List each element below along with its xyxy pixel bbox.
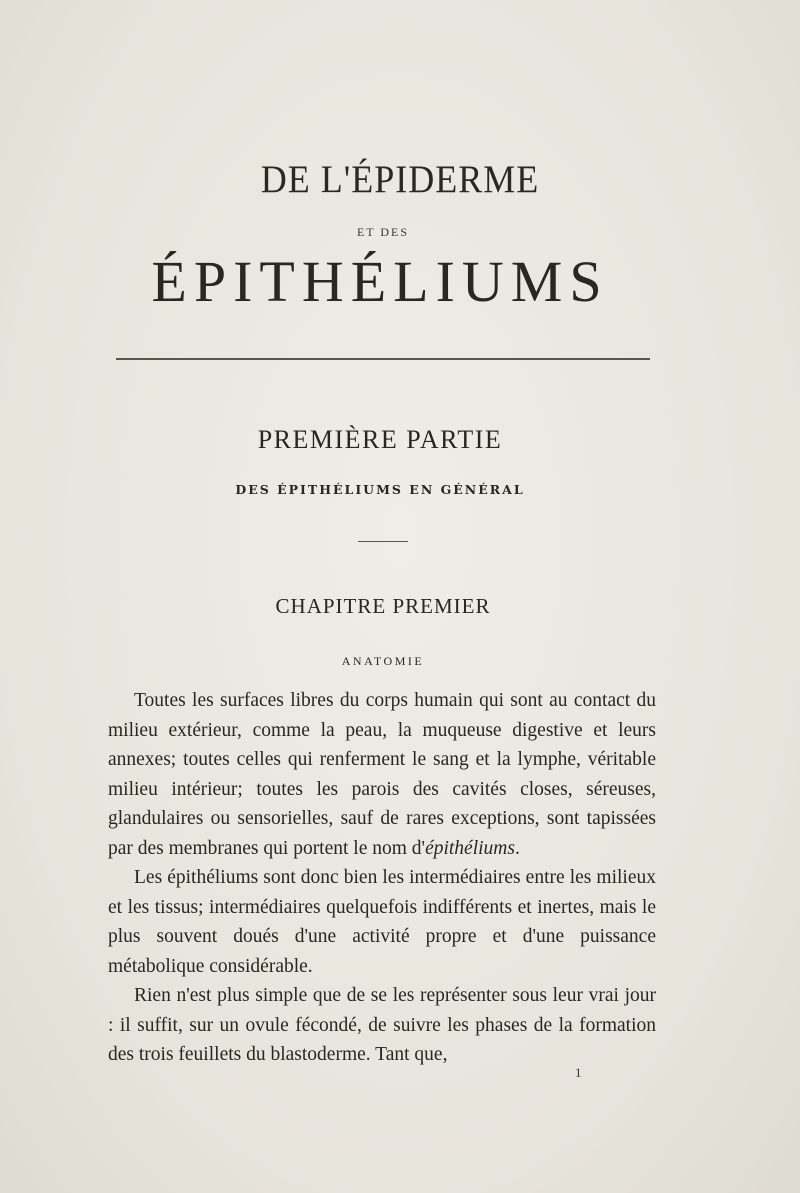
- page-number: 1: [575, 1065, 582, 1080]
- section-title: ANATOMIE: [341, 654, 425, 668]
- paragraph-1-end: .: [514, 837, 520, 859]
- paragraph-2: Les épithéliums sont donc bien les intermédiaires entre les milieux et les tissus; intermédiaires quelquefois indifférents et inertes, mais le plus souvent doués d'une activité propre et d'une puissance métabolique considérable.: [108, 867, 656, 977]
- title-line-1: DE L'ÉPIDERME: [260, 157, 540, 201]
- paragraph-1-italic: épithéliums: [425, 837, 515, 859]
- paragraph-1-text: Toutes les surfaces libres du corps humain qui sont au contact du milieu extérieur, comme la peau, la muqueuse digestive et leurs annexes; toutes celles qui renferment le sang et la lymphe, véritable milieu intérieur; toutes les parois des cavités closes, séreuses, glandulaires ou sensorielles, sauf de rares exceptions, sont tapissées par des membranes qui portent le nom d': [108, 690, 656, 859]
- part-title: PREMIÈRE PARTIE: [257, 425, 503, 454]
- section-divider: [358, 541, 408, 542]
- title-line-3: ÉPITHÉLIUMS: [151, 249, 609, 314]
- title-line-2: ET DES: [356, 225, 410, 239]
- paragraph-3: Rien n'est plus simple que de se les représenter sous leur vrai jour : il suffit, sur un ovule fécondé, de suivre les phases de la formation des trois feuillets du blastoderme. Tant que,: [108, 985, 656, 1065]
- title-divider: [116, 358, 650, 360]
- chapter-title: CHAPITRE PREMIER: [275, 594, 491, 618]
- body-text: [108, 686, 656, 1070]
- part-subtitle: DES ÉPITHÉLIUMS EN GÉNÉRAL: [235, 482, 525, 497]
- paragraph-1: [108, 686, 656, 863]
